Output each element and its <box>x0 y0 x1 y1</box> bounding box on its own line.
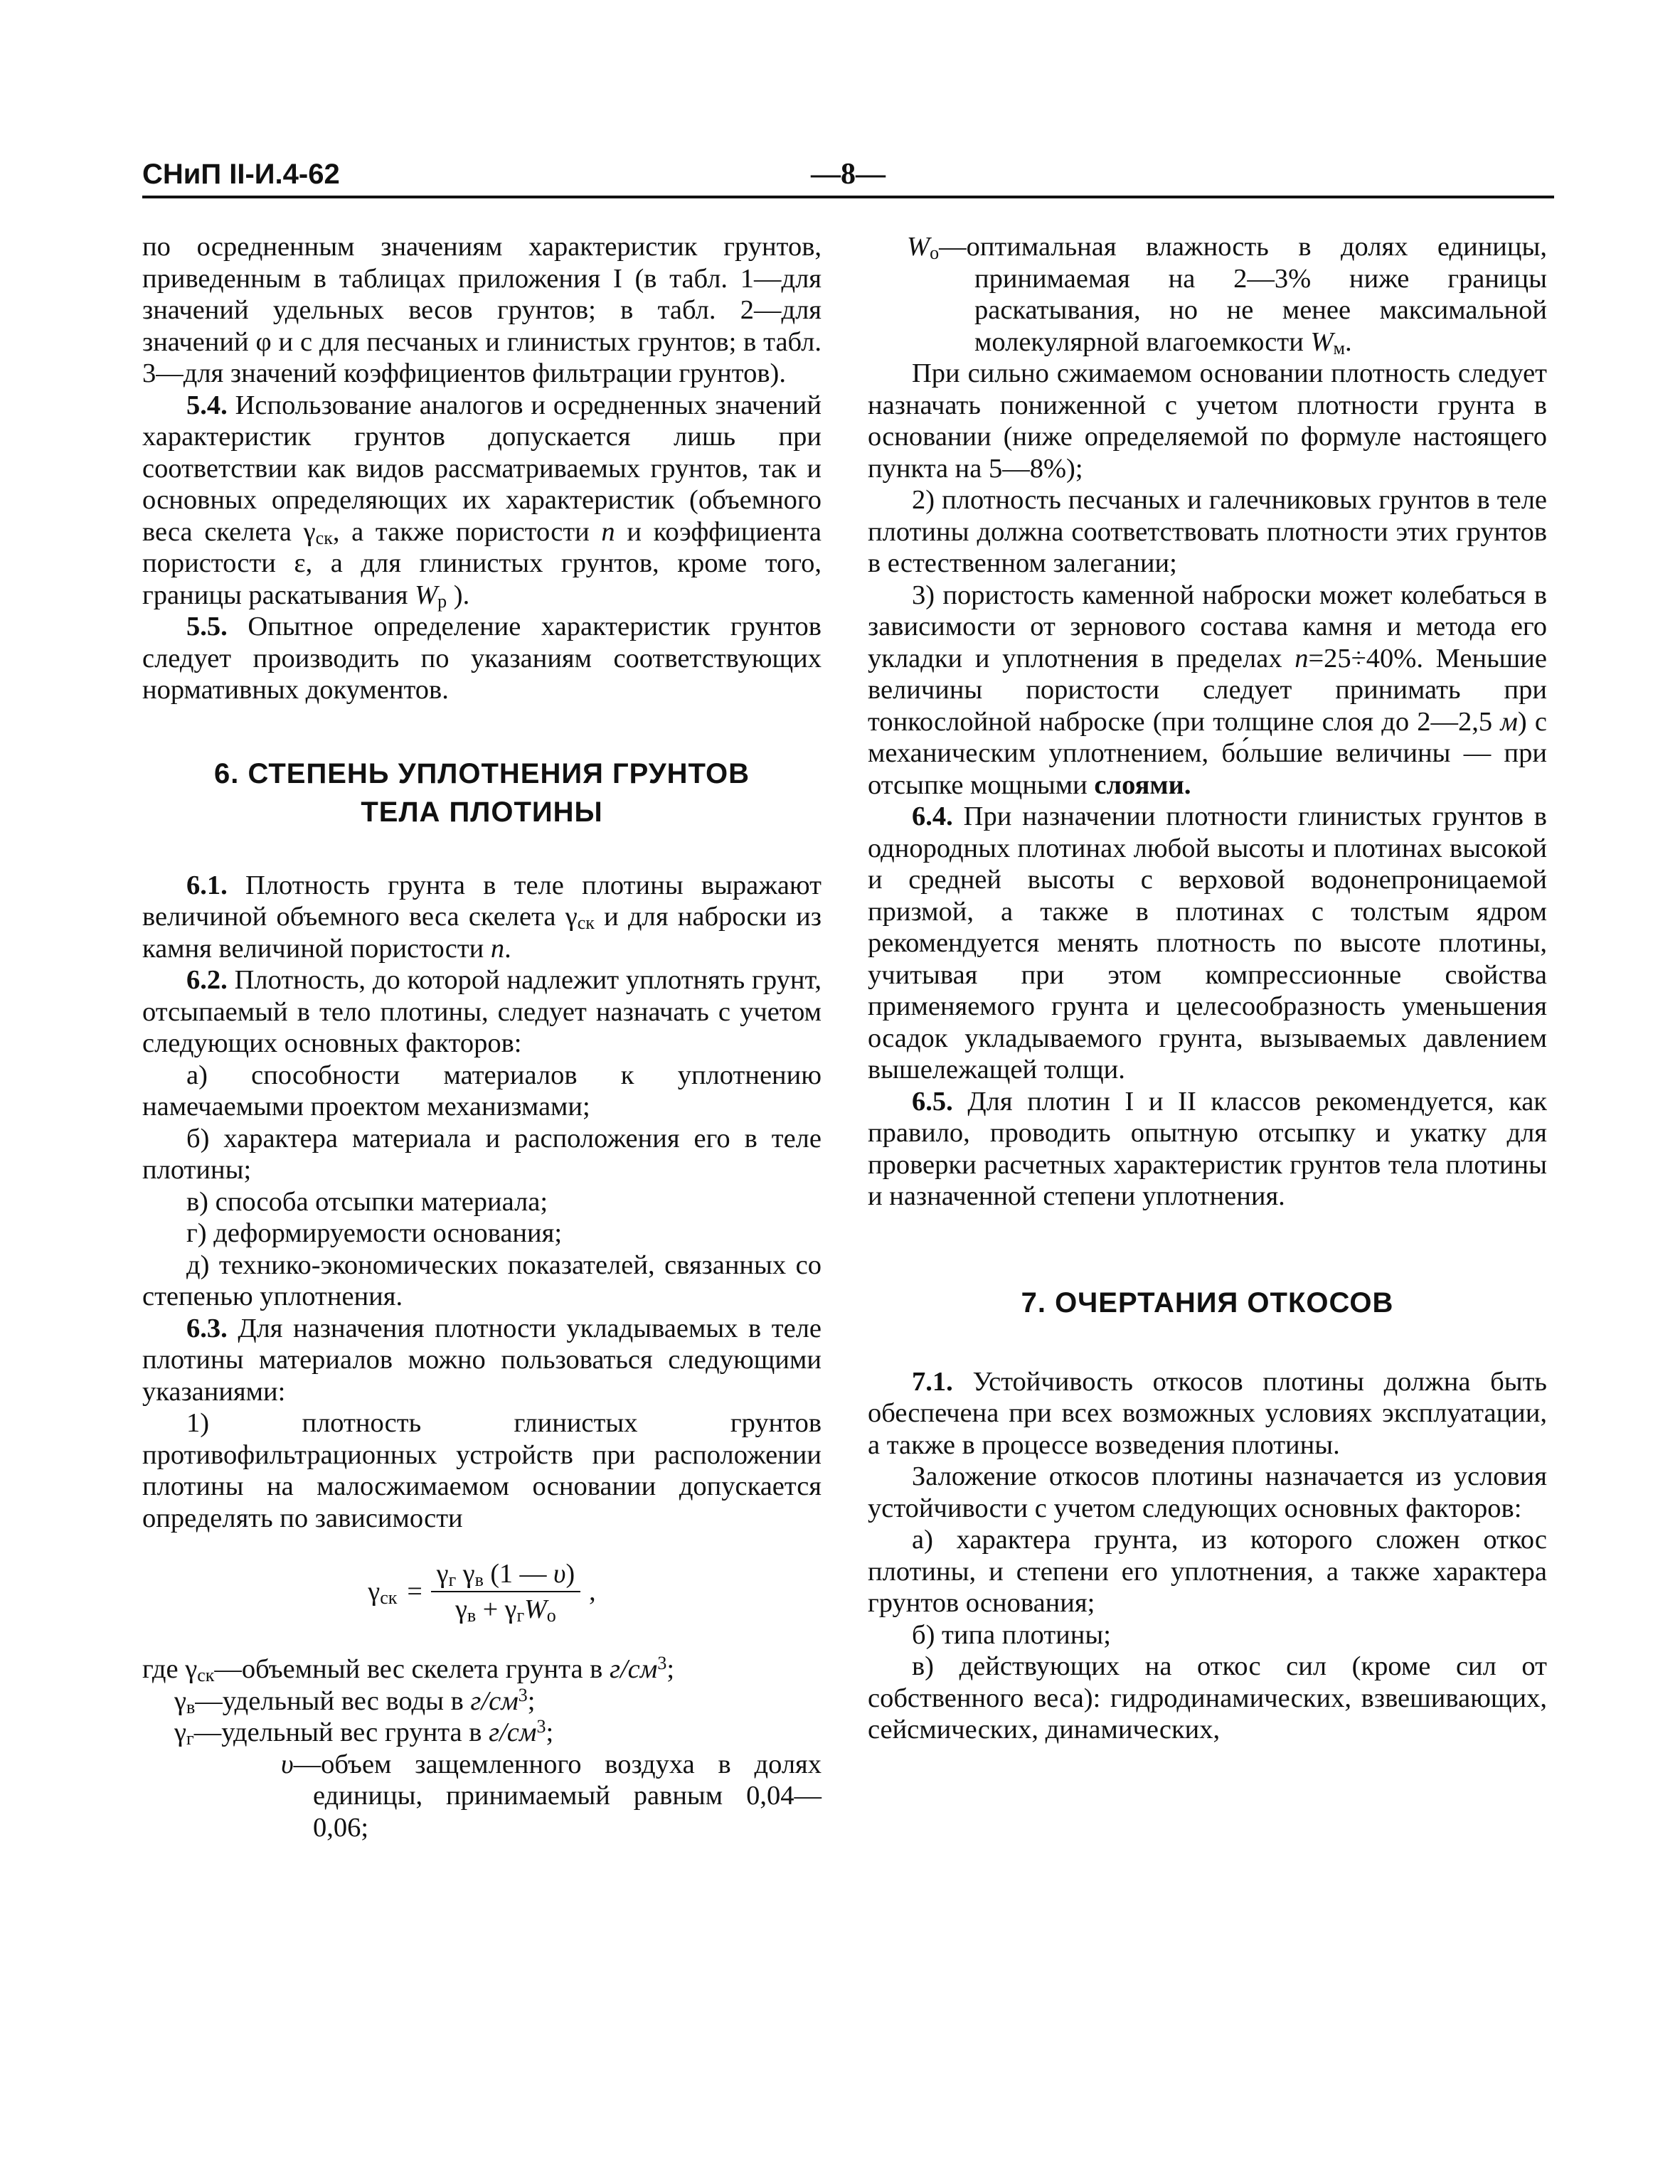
clause-7-1 <box>868 1366 1547 1461</box>
list-item: в) действующих на откос сил (кроме сил от собственного веса): гидродинамических, взвешивающих, сейсмических, динамических, <box>868 1651 1547 1744</box>
symbol: γ <box>303 516 316 547</box>
symbol: W <box>415 580 438 610</box>
clause-6-1 <box>142 870 822 965</box>
where-item: $\gamma_г—удельный$ вес грунта в $г/см^3$; <box>174 1716 554 1749</box>
paragraph: При сильно сжимаемом основании плотность следует назначать пониженной с учетом плотности грунта в основании (ниже определяемой по формуле настоящего пункта на 5—8%); <box>868 358 1547 484</box>
list-item: 2) плотность песчаных и галечниковых грунтов в теле плотины должна соответствовать плотности этих грунтов в естественном залегании; <box>868 485 1547 578</box>
clause-text: Устойчивость откосов плотины должна быть обеспечена при всех возможных условиях эксплуатации, а также в процессе возведения плотины. <box>868 1366 1547 1460</box>
symbol: n <box>601 516 615 547</box>
clause-text: Для назначения плотности укладываемых в теле плотины материалов можно пользоваться следующими указаниями: <box>142 1313 822 1407</box>
clause-6-5 <box>868 1086 1547 1213</box>
subscript: р <box>437 590 447 612</box>
clause-text: Для плотин I и II классов рекомендуется, как правило, проводить опытную отсыпку и укатку для проверки расчетных характеристик грунтов тела плотины и назначенной степени уплотнения. <box>868 1086 1547 1211</box>
right-column <box>868 231 1547 1746</box>
symbol: γ <box>565 902 578 932</box>
symbol: n <box>490 933 505 964</box>
paragraph-continuation: по осредненным значениям характеристик грунтов, приведенным в таблицах приложения I (в табл. 1—для значений удельных весов грунтов; в табл. 2—для значений φ и c для песчаных и глинистых грунтов; в табл. 3—для значений коэффициентов фильтрации грунтов). <box>142 232 822 388</box>
where-item: где $\gamma_{ск}—объемный$ вес скелета грунта в $г/см^3$; <box>142 1653 675 1685</box>
clause-text: Использование аналогов и осредненных значений характеристик грунтов допускается лишь при соответствии как видов рассматриваемых грунтов, так и основных определяющих их характеристик (объемного веса скелета <box>142 390 822 547</box>
where-item: $W_о—оптимальная$ влажность в долях единицы, принимаемая на 2—3% ниже границы раскатывания, но не менее максимальной молекулярной влагоемкости $W_м$. <box>907 232 1547 358</box>
clause-number: 6.3. <box>186 1313 228 1343</box>
clause-text: и коэффициента пористости <box>142 516 822 578</box>
subscript: ск <box>577 912 595 933</box>
clause-text: , а для глинистых грунтов, кроме того, границы раскатывания <box>142 548 822 610</box>
list-item: б) характера материала и расположения его в теле плотины; <box>142 1123 822 1185</box>
formula-numerator: $\gamma_г$ $\gamma_в$ (1 — υ) <box>431 1558 580 1592</box>
clause-number: 6.2. <box>186 965 228 995</box>
clause-5-5 <box>142 611 822 706</box>
formula-equals: = <box>407 1576 422 1607</box>
clause-number: 5.4. <box>186 390 228 420</box>
clause-text: Плотность грунта в теле плотины выражают величиной объемного веса скелета <box>142 870 822 932</box>
header-rule <box>142 196 1554 198</box>
section-7-heading: 7. ОЧЕРТАНИЯ ОТКОСОВ <box>1021 1287 1394 1319</box>
list-item: а) способности материалов к уплотнению намечаемыми проектом механизмами; <box>142 1060 822 1122</box>
left-column <box>142 231 822 1843</box>
document-code: СНиП II-И.4-62 <box>142 159 340 190</box>
formula-denominator: $\gamma_в + \gamma_гW_о$ <box>455 1594 556 1626</box>
clause-6-4 <box>868 801 1547 1086</box>
formula-lhs: $\gamma_{ск}$ <box>368 1576 398 1608</box>
clause-text: Опытное определение характеристик грунтов следует производить по указаниям соответствующих нормативных документов. <box>142 612 822 705</box>
list-item: г) деформируемости основания; <box>186 1218 563 1248</box>
clause-text: При назначении плотности глинистых грунтов в однородных плотинах любой высоты и плотинах высокой и средней высоты с верховой водонепроницаемой призмой, а также в плотинах с толстым ядром рекомендуется менять плотность по высоте плотины, учитывая при этом компрессионные свойства применяемого грунта и целесообразность уменьшения осадок укладываемого грунта, вызываемых давлением вышележащей толщи. <box>868 801 1547 1085</box>
formula-fraction <box>431 1558 580 1625</box>
subscript: ск <box>315 527 333 548</box>
list-item: 1) плотность глинистых грунтов противофильтрационных устройств при расположении плотины на малосжимаемом основании допускается определять по зависимости <box>142 1408 822 1533</box>
clause-number: 6.5. <box>912 1086 953 1117</box>
clause-number: 6.4. <box>912 801 953 831</box>
list-item: 3) пористость каменной наброски может колебаться в зависимости от зернового состава камня и метода его укладки и уплотнения в пределах n=25÷40%. Меньшие величины пористости следует принимать при тонкослойной наброске (при толщине слоя до 2—2,5 м) с механическим уплотнением, бо́льшие величины — при отсыпке мощными слоями. <box>868 580 1547 800</box>
clause-text: , а также пористости <box>332 516 602 547</box>
clause-6-2 <box>142 964 822 1060</box>
formula-comma: , <box>589 1576 596 1607</box>
clause-number: 5.5. <box>186 612 228 641</box>
formula <box>142 1538 822 1645</box>
list-item: б) типа плотины; <box>912 1619 1111 1650</box>
section-6-heading <box>142 755 822 831</box>
page-header <box>142 156 1554 192</box>
list-item: а) характера грунта, из которого сложен откос плотины, и степени его уплотнения, а также характера грунтов основания; <box>868 1525 1547 1618</box>
heading-line: 6. СТЕПЕНЬ УПЛОТНЕНИЯ ГРУНТОВ <box>213 757 750 789</box>
heading-line: ТЕЛА ПЛОТИНЫ <box>361 796 603 828</box>
clause-number: 7.1. <box>912 1366 953 1397</box>
list-item: в) способа отсыпки материала; <box>186 1186 548 1217</box>
list-item: д) технико-экономических показателей, связанных со степенью уплотнения. <box>142 1250 822 1311</box>
clause-text: ). <box>447 580 470 610</box>
clause-6-3 <box>142 1313 822 1408</box>
where-item: υ—объем защемленного воздуха в долях единицы, принимаемый равным 0,04—0,06; <box>281 1749 822 1843</box>
clause-text: . <box>504 933 511 964</box>
symbol: ε <box>294 548 306 578</box>
where-item: $\gamma_в—удельный$ вес воды в $г/см^3$; <box>174 1684 536 1717</box>
clause-text: Плотность, до которой надлежит уплотнять грунт, отсыпаемый в тело плотины, следует назначать с учетом следующих основных факторов: <box>142 965 822 1058</box>
clause-number: 6.1. <box>186 870 228 900</box>
clause-5-4 <box>142 390 822 612</box>
paragraph: Заложение откосов плотины назначается из условия устойчивости с учетом следующих основных факторов: <box>868 1461 1547 1523</box>
page-number: —8— <box>811 158 886 191</box>
clause-text: и для наброски из камня величиной пористости <box>142 902 822 964</box>
